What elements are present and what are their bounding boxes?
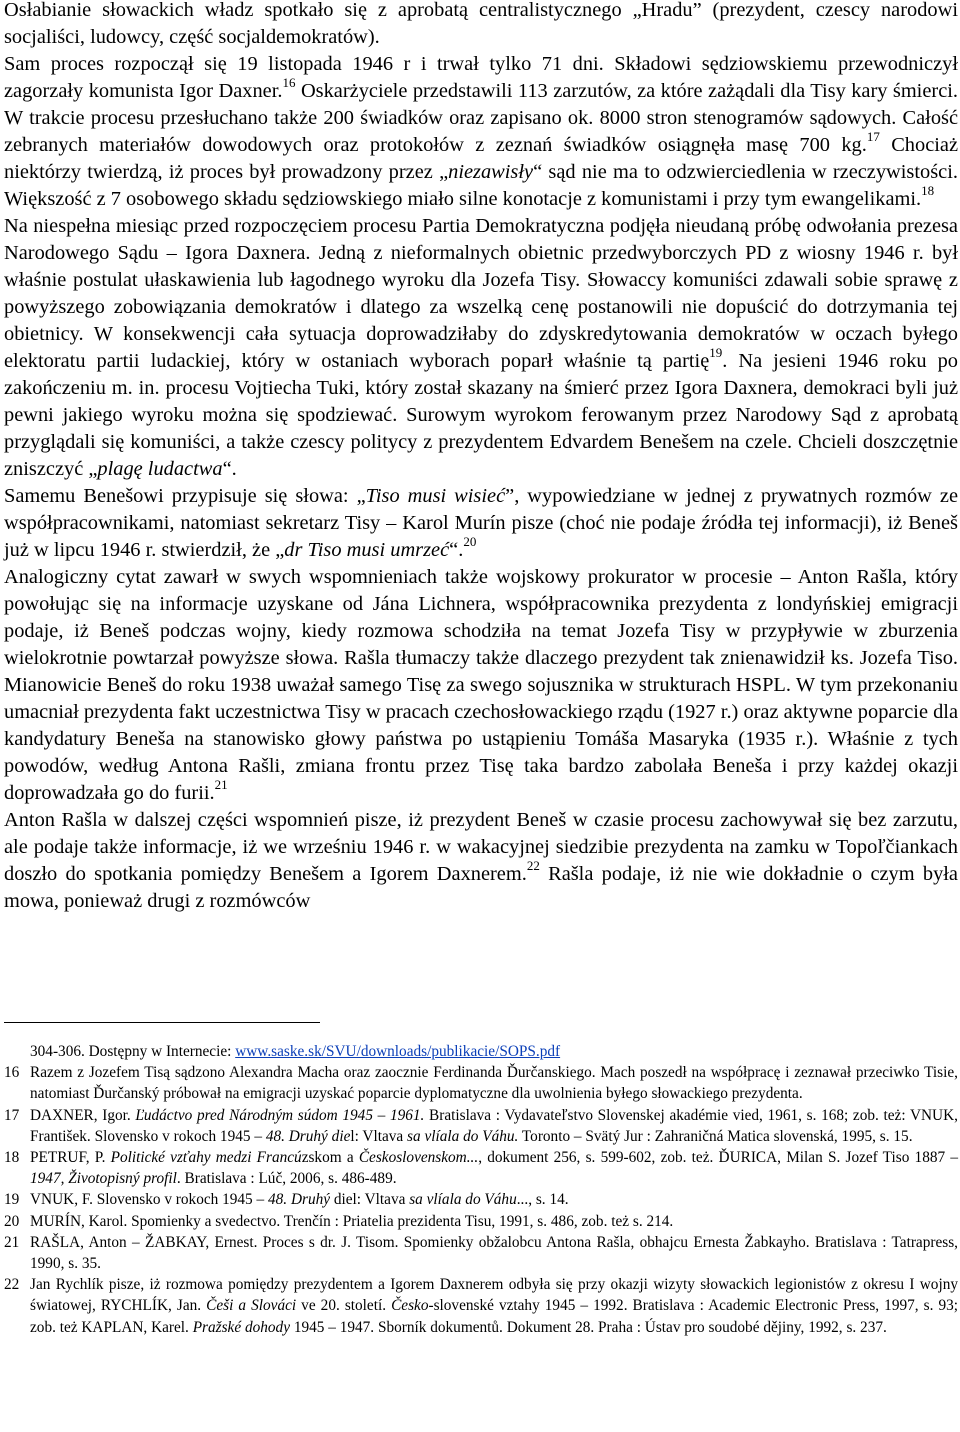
text-run: ve 20. století.: [296, 1297, 392, 1315]
footnote-17: [4, 1105, 958, 1147]
text-run: VNUK, F. Slovensko v rokoch 1945 –: [30, 1191, 268, 1209]
footnote-marker-17[interactable]: 17: [866, 129, 880, 145]
text-run: PETRUF, P.: [30, 1149, 111, 1167]
footnote-marker-19[interactable]: 19: [709, 345, 723, 361]
footnote-text: MURÍN, Karol. Spomienky a svedectvo. Trenčín : Priatelia prezidenta Tisu, 1991, s. 486, zob. też s. 214.: [30, 1212, 674, 1230]
italic-text: niezawisły: [448, 161, 534, 183]
text-run: l: Vltava: [350, 1127, 408, 1145]
text-run: “.: [222, 458, 237, 480]
footnote-marker-16[interactable]: 16: [282, 75, 296, 91]
footnote-number: 21: [4, 1233, 20, 1251]
text-run: Toronto – Svätý Jur : Zahraničná Matica slovenská, 1995, s. 15.: [518, 1127, 913, 1145]
text-run: Bratislava : Vydavateľstvo Slovenskej akadémie vied, 1961, s. 168; zob. też: VNUK, František. Slovensko v rokoch 1945 –: [30, 1106, 958, 1145]
footnote-marker-22[interactable]: 22: [526, 858, 540, 874]
footnote-text: [30, 1274, 958, 1338]
text-run: diel: Vltava: [330, 1191, 410, 1209]
footnote-number: 22: [4, 1276, 20, 1294]
italic-quote: dr Tiso musi umrzeć: [284, 539, 450, 561]
italic-text: 48. Druhý die: [265, 1127, 351, 1145]
footnote-21: [4, 1232, 958, 1274]
footnote-number: 19: [4, 1191, 20, 1209]
footnote-18: [4, 1147, 958, 1189]
italic-text: sa vlíala do Váhu.: [407, 1127, 519, 1145]
italic-text: sa vlíala do Váhu: [409, 1191, 517, 1209]
italic-quote: Tiso musi wisieć: [365, 485, 506, 507]
footnote-text: [30, 1147, 958, 1189]
italic-text: 48. Druhý: [268, 1191, 331, 1209]
text-run: . Bratislava : Lúč, 2006, s. 486-489.: [176, 1170, 397, 1188]
italic-text: plagę ludactwa: [97, 458, 223, 480]
text-run: DAXNER, Igor.: [30, 1106, 136, 1124]
text-run: -slovenské vztahy 1945 – 1992. Bratislava : Academic Electronic Press, 1997, s. 93; zob. też KAPLAN, Karel.: [30, 1297, 958, 1336]
text-run: Anton Rašla w dalszej części wspomnień pisze, iż prezydent Beneš w czasie procesu zachowywał się bez zarzutu, ale podaje także informacje, iż we wrześniu 1946 r. w wakacyjnej siedzibie prezydenta na zamku w Topoľčiankach doszło do spotkania pomiędzy Benešem a Igorem Daxnerem.: [4, 809, 958, 885]
text-run: Jan Rychlík pisze, iż rozmowa pomiędzy prezydentem a Igorem Daxnerem odbyła się przy okazji wizyty słowackich legionistów z okresu I wojny światowej, RYCHLÍK, Jan.: [30, 1276, 958, 1315]
paragraph-2: [4, 213, 958, 483]
text-run: 304-306. Dostępny w Internecie:: [30, 1043, 236, 1060]
footnote-number-blank: [4, 1041, 30, 1062]
footnote-text: RAŠLA, Anton – ŽABKAY, Ernest. Proces s dr. J. Tisom. Spomienky obžalobcu Antona Rašla, obhajcu Ernesta Žabkayho. Bratislava : Tatrapress, 1990, s. 35.: [30, 1233, 958, 1273]
text-run: Na niespełna miesiąc przed rozpoczęciem procesu Partia Demokratyczna podjęła nieudaną próbę odwołania prezesa Narodowego Sądu – Igora Daxnera. Jedną z nieformalnych obietnic przedwyborczych PD z wiosny 1946 r. był właśnie postulat ułaskawienia lub łagodnego wyroku dla Jozefa Tisy. Słowaccy komuniści zdawali sobie sprawę z powyższego zobowiązania demokratów i dlatego za wszelką cenę postanowili nie dopuścić do dotrzymania tej obietnicy. W konsekwencji cała sytuacja doprowadziłaby do zdyskredytowania demokratów w oczach byłego elektoratu partii ludackiej, który w ostaniach wyborach poparł właśnie tą partię: [4, 215, 958, 372]
italic-text: Politické vzťahy medzi Francú: [110, 1149, 302, 1167]
footnote-19: [4, 1189, 958, 1210]
paragraph-3: [4, 483, 958, 564]
text-run: zskom a: [301, 1149, 359, 1167]
footnote-number: 16: [4, 1064, 20, 1082]
footnote-number: 17: [4, 1106, 20, 1124]
paragraph-5: [4, 807, 958, 915]
text-run: Oskarżyciele przedstawili 113 zarzutów, za które zażądali dla Tisy kary śmierci. W trakcie procesu przesłuchano także 200 świadków oraz zapisano ok. 8000 stron stenogramów sądowych. Całość zebranych materiałów dowodowych oraz protokołów z zeznań świadków osiągnęła masę 700 kg.: [4, 80, 959, 156]
main-text: [4, 0, 958, 915]
text-run: “ sąd nie ma to odzwierciedlenia w rzeczywistości. Większość z 7 osobowego składu sędziowskiego miało silne konotacje z komunistami i przy tym ewangelikami.: [4, 161, 958, 210]
text-run: , dokument 256, s. 599-602, zob. też. ĎURICA, Milan S. Jozef Tiso 1887 –: [478, 1149, 958, 1167]
text-run: ”, wypowiedziane w jednej z prywatnych rozmów ze współpracownikami, natomiast sekretarz Tisy – Karol Murín pisze (choć nie podaje źródła tej informacji), iż Beneš już w lipcu 1946 r. stwierdził, że „: [4, 485, 958, 561]
footnote-continuation: [4, 1041, 958, 1062]
footnote-marker-20[interactable]: 20: [463, 534, 477, 550]
italic-text: Česko: [391, 1297, 429, 1315]
text-run: Samemu Benešowi przypisuje się słowa: „: [4, 485, 366, 507]
footnote-22: [4, 1274, 958, 1338]
italic-text: Ľudáctvo pred Národným súdom 1945 – 1961.: [135, 1106, 425, 1124]
text-run: Sam proces rozpoczął się 19 listopada 1946 r i trwał tylko 71 dni. Składowi sędziowskiemu przewodniczył zagorzały komunista Igor Daxner.: [4, 53, 958, 102]
footnote-20: [4, 1211, 958, 1232]
source-link[interactable]: www.saske.sk/SVU/downloads/publikacie/SOPS.pdf: [235, 1043, 561, 1060]
italic-text: 1947, Životopisný profil: [30, 1170, 177, 1188]
italic-text: Pražské dohody: [192, 1318, 290, 1336]
text-run: 1945 – 1947. Sborník dokumentů. Dokument 28. Praha : Ústav pro soudobé dějiny, 1992, s. 237.: [290, 1318, 887, 1336]
footnotes: [4, 1041, 958, 1338]
text-run: ..., s. 14.: [516, 1191, 569, 1209]
text-run: . Na jesieni 1946 roku po zakończeniu m. in. procesu Vojtiecha Tuki, który został skazany na śmierć przez Igora Daxnera, demokraci byli już pewni jakiego wyroku można się spodziewać. Surowym wyrokom ferowanym przez Narodowy Sąd z aprobatą przyglądali się komuniści, a także czescy politycy z prezydentem Edvardem Benešem na czele. Chcieli doszczętnie zniszczyć „: [4, 350, 958, 480]
footnote-16: [4, 1062, 958, 1104]
text-run: Osłabianie słowackich władz spotkało się z aprobatą centralistycznego „Hradu” (prezydent, czescy narodowi socjaliści, ludowcy, część socjaldemokratów).: [4, 0, 958, 48]
footnote-text: [30, 1105, 958, 1147]
paragraph-1: [4, 0, 958, 213]
footnote-number: 20: [4, 1212, 20, 1230]
footnote-marker-21[interactable]: 21: [214, 777, 228, 793]
paragraph-4: [4, 564, 958, 807]
italic-text: Češi a Slováci: [206, 1297, 297, 1315]
text-run: Chociaż niektórzy twierdzą, iż proces był prowadzony przez „: [4, 134, 959, 183]
footnote-text: [30, 1041, 958, 1062]
italic-text: Československom...: [358, 1149, 479, 1167]
text-run: Rašla podaje, iż nie wie dokładnie o czym była mowa, ponieważ drugi z rozmówców: [4, 863, 958, 912]
footnote-text: Razem z Jozefem Tisą sądzono Alexandra Macha oraz zaocznie Ferdinanda Ďurčanskiego. Mach poszedł na współpracę i zeznawał przeciwko Tisie, natomiast Ďurčanský próbował na emigracji uzyskać poparcie dyplomatyczne dla uwolnienia byłego słowackiego prezydenta.: [30, 1064, 958, 1103]
footnote-number: 18: [4, 1149, 20, 1167]
footnote-text: [30, 1189, 958, 1210]
text-run: “.: [449, 539, 464, 561]
footnote-marker-18[interactable]: 18: [921, 183, 935, 199]
text-run: Analogiczny cytat zawarł w swych wspomnieniach także wojskowy prokurator w procesie – Anton Rašla, który powołując się na informacje uzyskane od Jána Lichnera, współpracownika prezydenta z londyńskiej emigracji podaje, iż Beneš podczas wojny, kiedy rozmowa schodziła na temat Jozefa Tisy w przypływie w zburzenia wielokrotnie powtarzał powyższe słowa. Rašla tłumaczy także dlaczego prezydent tak znienawidził ks. Jozefa Tiso. Mianowicie Beneš do roku 1938 uważał samego Tisę za swego sojusznika w strukturach HSPL. W tym przekonaniu umacniał prezydenta fakt uczestnictwa Tisy w pracach czechosłowackiego rządu (1927 r.) oraz aktywne poparcie dla kandydatury Beneša na stanowisko głowy państwa po ustąpieniu Tomáša Masaryka (1935 r.). Właśnie z tych powodów, według Antona Rašli, zmiana frontu przez Tisę taka bardzo zabolała Beneša i przy każdej okazji doprowadzała go do furii.: [4, 566, 958, 804]
footnote-separator: [4, 1022, 320, 1023]
